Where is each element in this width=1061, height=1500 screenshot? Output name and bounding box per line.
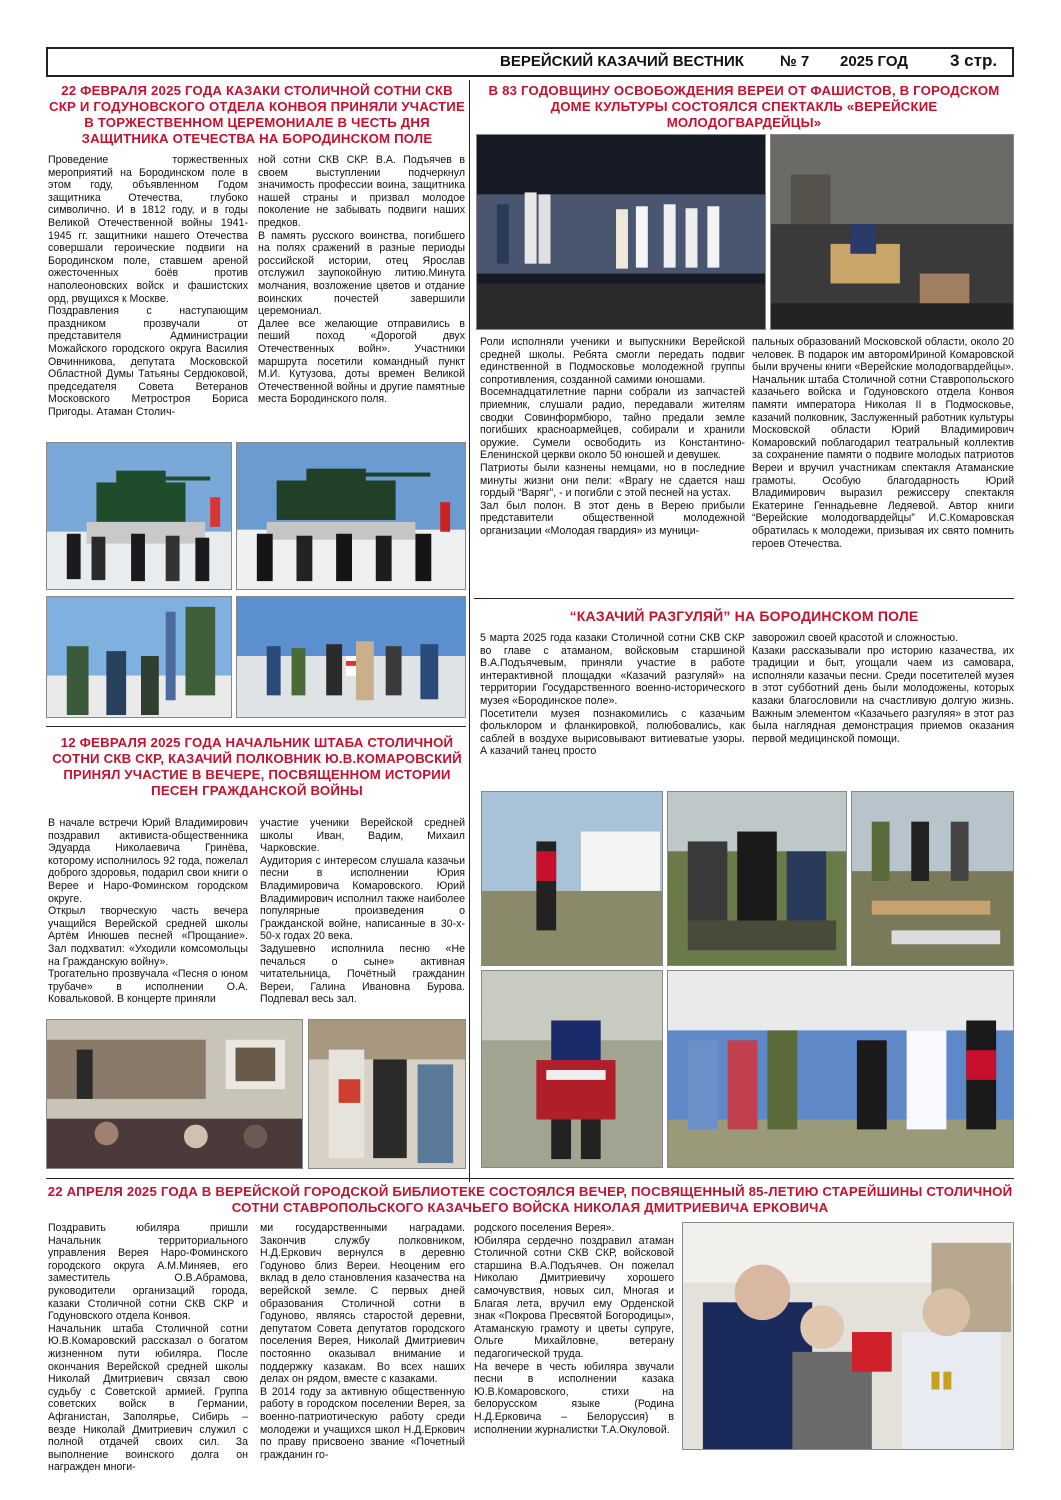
festival-photo-1 [481,791,663,966]
masthead [46,47,1014,77]
article4-headline: 12 ФЕВРАЛЯ 2025 ГОДА НАЧАЛЬНИК ШТАБА СТОЛИЧНОЙ СОТНИ СКВ СКР, КАЗАЧИЙ ПОЛКОВНИК Ю.В.КОМАРОВСКИЙ ПРИНЯЛ УЧАСТИЕ В ВЕЧЕРЕ, ПОСВЯЩЕННОМ ИСТОРИИ ПЕСЕН ГРАЖДАНСКОЙ ВОЙНЫ [52,735,462,798]
article3-col2: заворожил своей красотой и сложностью. Казаки рассказывали про историю казачества, их традиции и быт, угощали чаем из самовара, исполняли казачьи песни. Среди посетителей музея в этот субботний день были молодожены, которых казаки благословили на счастливую долгую жизнь. Важным элементом «Казачьего разгуляя» в этот раз была наглядная демонстрация приемов оказания первой медицинской помощи. [752,632,1014,745]
article2-headline: В 83 ГОДОВЩИНУ ОСВОБОЖДЕНИЯ ВЕРЕИ ОТ ФАШИСТОВ, В ГОРОДСКОМ ДОМЕ КУЛЬТУРЫ СОСТОЯЛСЯ СПЕКТАКЛЬ «ВЕРЕЙСКИЕ МОЛОДОГВАРДЕЙЦЫ» [488,83,1000,130]
article1-headline: 22 ФЕВРАЛЯ 2025 ГОДА КАЗАКИ СТОЛИЧНОЙ СОТНИ СКВ СКР И ГОДУНОВСКОГО ОТДЕЛА КОНВОЯ ПРИНЯЛИ УЧАСТИЕ В ТОРЖЕСТВЕННОМ ЦЕРЕМОНИАЛЕ В ЧЕСТЬ ДНЯ ЗАЩИТНИКА ОТЕЧЕСТВА НА БОРОДИНСКОМ ПОЛЕ [49,83,465,146]
article1-col1: Проведение торжественных мероприятий на Бородинском поле в этом году, объявленном Годом защитника Отечества, глубоко символично. И в 1812 году, и в годы Великой Отечественной войны 1941-1945 гг. защитники нашего Отечества совершали героические подвиги на Бородинском поле, ставшем ареной ожесточенных боёв против наполеоновских войск и фашистских орд, рвущихся к Москве. Поздравления с наступающим праздником прозвучали от представителя Администрации Можайского городского округа Василия Овчинникова, депутата Московской Областной Думы Татьяны Сердюковой, председателя Совета Ветеранов Московского Метростроя Бориса Пригоды. Атаман Столич- [48,154,248,418]
festival-photo-2 [667,791,847,966]
article3-headline: “КАЗАЧИЙ РАЗГУЛЯЙ” НА БОРОДИНСКОМ ПОЛЕ [569,608,919,624]
ceremony-photo-1 [46,442,232,590]
article5-col2: ми государственными наградами. Закончив службу полковником, Н.Д.Еркович вернулся в деревню Годуново близ Вереи. Неоценим его вклад в дело становления казачества на верейской земле. С первых дней образования Столичной сотни в Годуново, являясь старостой деревни, депутатом Совета депутатов городского поселения Верея, Николай Дмитриевич постоянно оказывал внимание и поддержку казакам. Во всех наших делах он рядом, вместе с казаками. В 2014 году за активную общественную работу в городском поселении Верея, за военно-патриотическую работу среди молодежи и учащихся школ Н.Д.Еркович по праву присвоено звание «Почетный гражданин го- [260,1222,465,1461]
issue-year: 2025 ГОД [840,53,908,70]
article5-col1: Поздравить юбиляра пришли Начальник территориального управления Верея Наро-Фоминского городского округа А.М.Миняев, его заместитель О.В.Абрамова, руководители организаций города, казаки Столичной сотни СКВ СКР и Годуновского отдела Конвоя. Начальник штаба Столичной сотни Ю.В.Комаровский рассказал о богатом жизненном пути юбиляра. После окончания Верейской средней школы Николай Дмитриевич связал свою судьбу с Советской армией. Группа советских войск в Германии, Афганистан, Заполярье, Сибирь – везде Николай Дмитриевич служил с полной отдачей своих сил. За выполнение воинского долга он награжден многи- [48,1222,248,1474]
ceremony-photo-3 [46,596,232,718]
festival-photo-3 [851,791,1014,966]
play-stage-photo-2 [770,134,1014,330]
ceremony-photo-2 [236,442,466,590]
article4-col2: участие ученики Верейской средней школы Иван, Вадим, Михаил Чарковские. Аудитория с интересом слушала казачьи песни в исполнении Юрия Владимировича Комаровского. Юрий Владимирович исполнил также наиболее популярные произведения о Гражданской войне, написанные в 30-х- 50-х годах 20 века. Задушевно исполнила песню «Не печалься о сыне» активная читательница, Почётный гражданин Вереи, Галина Ивановна Бурова. Подпевал весь зал. [260,817,465,1006]
article1-col2: ной сотни СКВ СКР. В.А. Подъячев в своем выступлении подчеркнул значимость профессии воина, защитника нашей страны и призвал молодое поколение не забывать подвиги наших предков. В память русского воинства, погибшего на полях сражений в разные периоды российской истории, отец Ярослав отслужил заупокойную литию.Минута молчания, возложение цветов и отдание воинских почестей завершили церемониал. Далее все желающие отправились в пеший поход «Дорогой двух Отечественных войн». Участники маршрута посетили командный пункт М.И. Кутузова, доты времен Великой Отечественной войны и другие памятные места Бородинского поля. [258,154,465,406]
article2-col2: пальных образований Московской области, около 20 человек. В подарок им авторомИриной Комаровской были вручены книги «Верейские молодогвардейцы». Начальник штаба Столичной сотни Ставропольского казачьего войска и Годуновского отдела Конвоя памяти императора Николая II в Подмосковье, казачий полковник, Заслуженный работник культуры Московской области Юрий Владимирович Комаровский поблагодарил театральный коллектив за сохранение памяти о подвиге молодых патриотов Вереи и вручил участникам спектакля Атаманские грамоты. Особую благодарность Юрий Владимирович выразил режиссеру спектакля Екатерине Геннадьевне Ледяевой. Автор книги “Верейские молодогвардейцы” И.С.Комаровская обратилась к молодежи, призывая их свято помнить героев Отечества. [752,336,1014,550]
anniversary-photo [682,1222,1014,1450]
library-evening-photo-1 [46,1019,303,1169]
section-divider [474,598,1014,599]
festival-photo-4 [481,970,663,1168]
page-number: 3 стр. [950,51,998,70]
article5-headline: 22 АПРЕЛЯ 2025 ГОДА В ВЕРЕЙСКОЙ ГОРОДСКОЙ БИБЛИОТЕКЕ СОСТОЯЛСЯ ВЕЧЕР, ПОСВЯЩЕННЫЙ 85-ЛЕТИЮ СТАРЕЙШИНЫ СТОЛИЧНОЙ СОТНИ СТАВРОПОЛЬСКОГО КАЗАЧЬЕГО ВОЙСКА НИКОЛАЯ ДМИТРИЕВИЧА ЕРКОВИЧА [47,1184,1013,1215]
festival-photo-5 [667,970,1014,1168]
newspaper-title: ВЕРЕЙСКИЙ КАЗАЧИЙ ВЕСТНИК [500,53,744,70]
ceremony-photo-4 [236,596,466,718]
section-divider [46,1178,1014,1179]
article4-col1: В начале встречи Юрий Владимирович поздравил активиста-общественника Эдуарда Николаевича Гринёва, которому исполнилось 92 года, пожелал доброго здоровья, подарил свои книги о Верее и Наро-Фоминском городском округе. Открыл творческую часть вечера учащийся Верейской средней школы Артём Инюшев песней «Прощание». Зал подхватил: «Уходили комсомольцы на Гражданскую войну». Трогательно прозвучала «Песня о юном трубаче» в исполнении О.А. Ковальковой. В концерте приняли [48,817,248,1006]
article3-col1: 5 марта 2025 года казаки Столичной сотни СКВ СКР во главе с атаманом, войсковым старшиной В.А.Подъячевым, приняли участие в работе интерактивной площадки «Казачий разгуляй» на территории Государственного военно-исторического музея «Бородинское поле». Посетители музея познакомились с казачьим фольклором и фланкировкой, полюбовались, как саблей в воздухе вырисовывают витиеватые узоры. А казачий танец просто [480,632,745,758]
column-divider [469,80,470,1182]
issue-number: № 7 [780,53,810,70]
section-divider [46,726,466,727]
article2-col1: Роли исполняли ученики и выпускники Верейской средней школы. Ребята смогли передать подвиг единственной в Подмосковье молодежной группы сопротивления, созданной самими юношами. Восемнадцатилетние парни собрали из запчастей приемник, слушали радио, передавали жителям сводки Совинформбюро, тайно предали земле погибших красноармейцев, собирали и хранили оружие. Сумели освободить из Константино-Еленинской церкви около 50 юношей и девушек. Патриоты были казнены немцами, но в последние минуты жизни они пели: «Врагу не сдается наш гордый “Варяг”, - и погибли с этой песней на устах. Зал был полон. В этот день в Верею прибыли представители общественной молодежной организации «Молодая гвардия» из муници- [480,336,745,537]
play-stage-photo-1 [476,134,766,330]
library-evening-photo-2 [308,1019,466,1169]
article5-col3: родского поселения Верея». Юбиляра сердечно поздравил атаман Столичной сотни СКВ СКР, войсковой старшина В.А.Подъячев. Он пожелал Николаю Дмитриевичу хорошего самочувствия, новых сил, Многая и Благая лета, вручил ему Орденской знак «Покрова Пресвятой Богородицы», Атаманскую грамоту и цветы супруге, Ольге Михайловне, ветерану педагогической труда. На вечере в честь юбиляра звучали песни в исполнении казака Ю.В.Комаровского, стихи на белорусском языке (Родина Н.Д.Ерковича – Белоруссия) в исполнении журналистки Т.А.Окуловой. [474,1222,674,1436]
